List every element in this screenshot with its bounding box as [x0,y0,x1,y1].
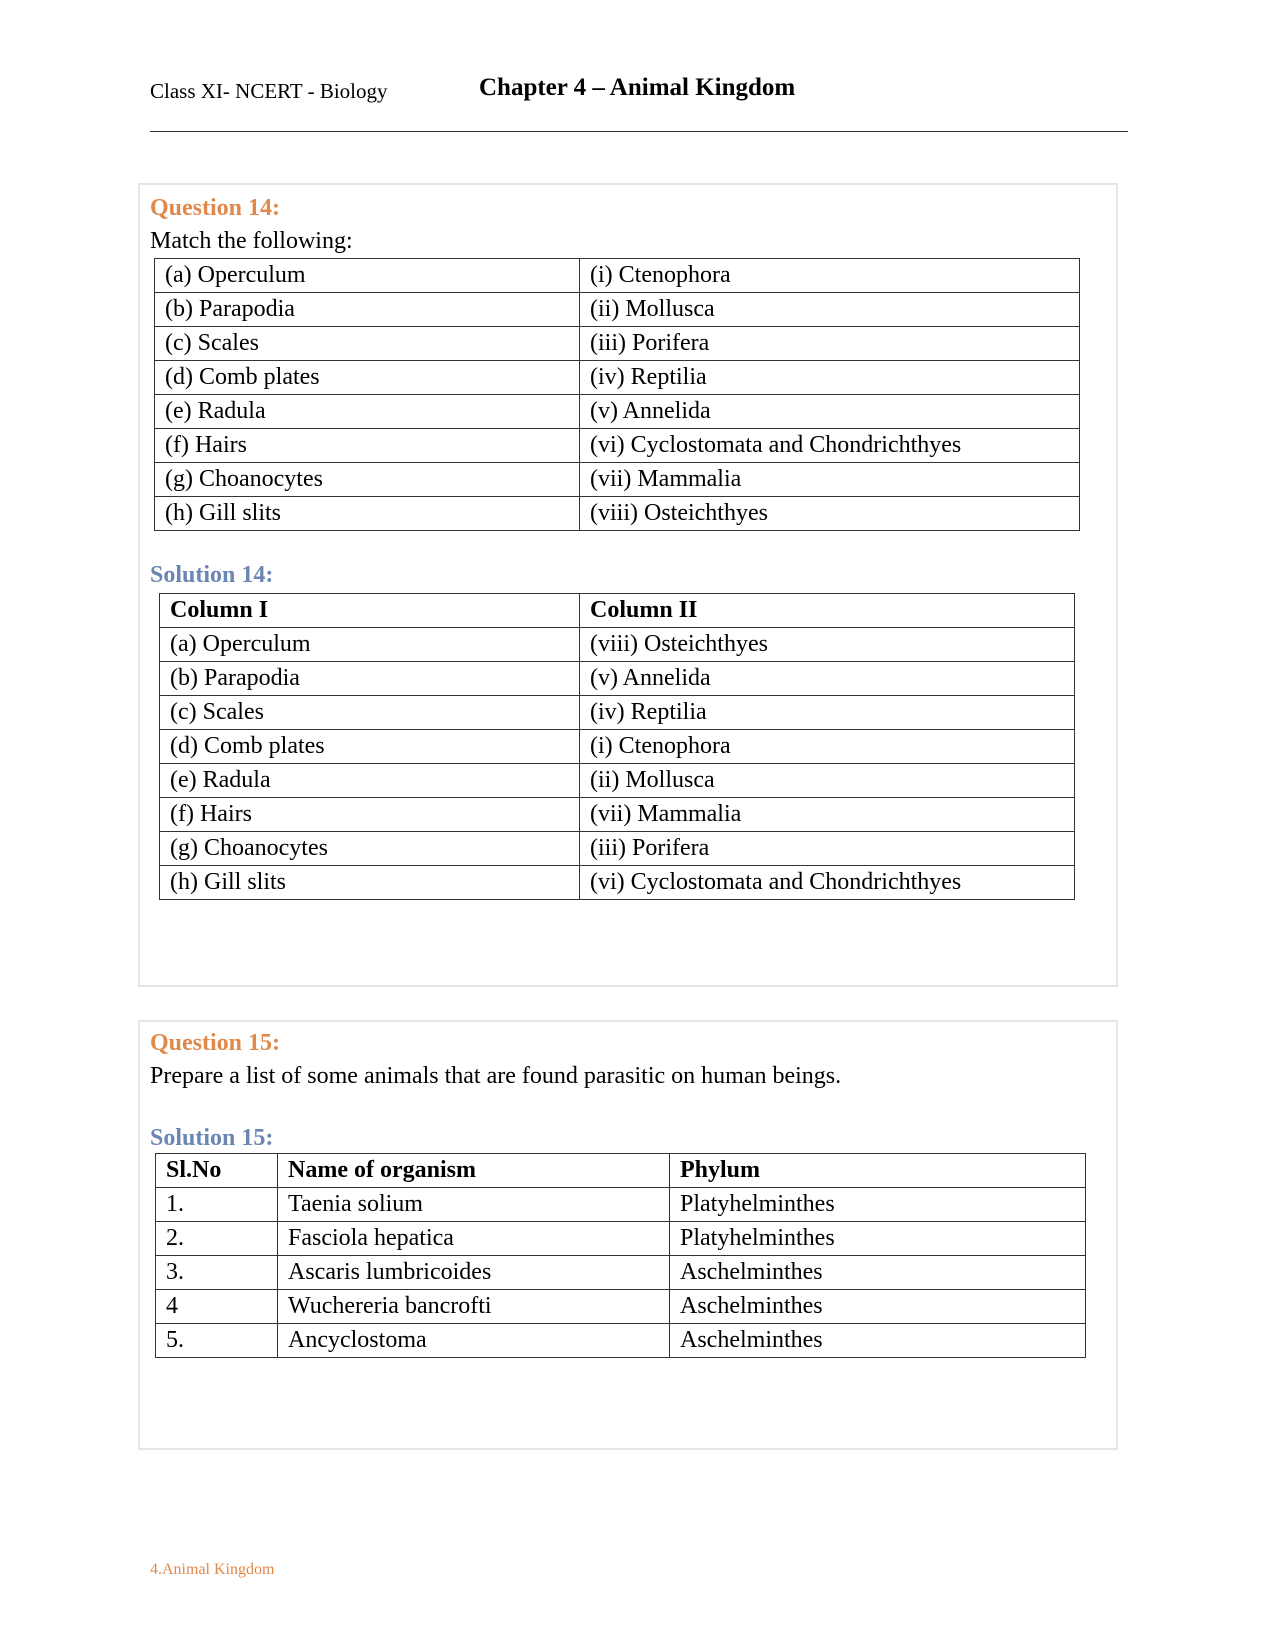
table-row [155,361,1080,395]
table-cell: 5. [156,1324,278,1358]
table-row [155,463,1080,497]
table-cell: 3. [156,1256,278,1290]
table-row [155,395,1080,429]
table-row [155,293,1080,327]
table-cell: (c) Scales [155,327,580,361]
table-row [156,1188,1086,1222]
table-cell: Wuchereria bancrofti [278,1290,670,1324]
table-cell: (ii) Mollusca [580,293,1080,327]
table-cell: (v) Annelida [580,662,1075,696]
table-row [160,696,1075,730]
table-cell: Platyhelminthes [670,1188,1086,1222]
header-course: Class XI- NCERT - Biology [150,79,388,103]
column-header: Column II [580,594,1075,628]
question-15-heading: Question 15: [150,1030,281,1056]
table-cell: (iii) Porifera [580,327,1080,361]
table-cell: (viii) Osteichthyes [580,628,1075,662]
table-cell: (b) Parapodia [160,662,580,696]
table-cell: Taenia solium [278,1188,670,1222]
table-cell: (vii) Mammalia [580,463,1080,497]
table-cell: Aschelminthes [670,1324,1086,1358]
table-cell: Aschelminthes [670,1256,1086,1290]
column-header: Column I [160,594,580,628]
table-row [160,662,1075,696]
solution-14-table [159,593,1075,900]
table-cell: 2. [156,1222,278,1256]
table-cell: (g) Choanocytes [155,463,580,497]
question-14-heading: Question 14: [150,195,281,221]
table-row [155,259,1080,293]
table-cell: Platyhelminthes [670,1222,1086,1256]
table-cell: (a) Operculum [160,628,580,662]
table-cell: (vi) Cyclostomata and Chondrichthyes [580,866,1075,900]
table-cell: (e) Radula [160,764,580,798]
column-header: Name of organism [278,1154,670,1188]
table-row [160,866,1075,900]
table-cell: 1. [156,1188,278,1222]
table-cell: (h) Gill slits [160,866,580,900]
table-cell: (g) Choanocytes [160,832,580,866]
table-cell: (v) Annelida [580,395,1080,429]
table-cell: Fasciola hepatica [278,1222,670,1256]
table-row [155,497,1080,531]
solution-14-heading: Solution 14: [150,562,274,588]
table-cell: (i) Ctenophora [580,259,1080,293]
table-cell: (viii) Osteichthyes [580,497,1080,531]
table-header-row [156,1154,1086,1188]
question-14-table [154,258,1080,531]
table-row [156,1324,1086,1358]
page-title: Chapter 4 – Animal Kingdom [479,74,796,101]
table-row [156,1256,1086,1290]
table-cell: Ancyclostoma [278,1324,670,1358]
table-cell: (f) Hairs [155,429,580,463]
question-15-prompt: Prepare a list of some animals that are found parasitic on human beings. [150,1063,842,1089]
table-row [160,730,1075,764]
solution-15-heading: Solution 15: [150,1125,274,1151]
table-cell: (d) Comb plates [155,361,580,395]
table-cell: (b) Parapodia [155,293,580,327]
table-cell: (vii) Mammalia [580,798,1075,832]
column-header: Sl.No [156,1154,278,1188]
table-row [160,764,1075,798]
question-14-prompt: Match the following: [150,228,353,254]
table-row [156,1222,1086,1256]
table-cell: (a) Operculum [155,259,580,293]
column-header: Phylum [670,1154,1086,1188]
table-row [156,1290,1086,1324]
solution-15-table [155,1153,1086,1358]
table-row [155,429,1080,463]
table-cell: (c) Scales [160,696,580,730]
table-cell: (f) Hairs [160,798,580,832]
table-row [160,628,1075,662]
page-footer: 4.Animal Kingdom [150,1561,275,1578]
table-cell: (iv) Reptilia [580,696,1075,730]
table-cell: (iv) Reptilia [580,361,1080,395]
table-cell: (iii) Porifera [580,832,1075,866]
table-cell: (d) Comb plates [160,730,580,764]
table-row [160,832,1075,866]
table-cell: (e) Radula [155,395,580,429]
header-divider [150,131,1128,132]
table-row [160,798,1075,832]
table-header-row [160,594,1075,628]
table-cell: 4 [156,1290,278,1324]
table-cell: Aschelminthes [670,1290,1086,1324]
table-row [155,327,1080,361]
table-cell: (vi) Cyclostomata and Chondrichthyes [580,429,1080,463]
table-cell: Ascaris lumbricoides [278,1256,670,1290]
table-cell: (h) Gill slits [155,497,580,531]
table-cell: (ii) Mollusca [580,764,1075,798]
table-cell: (i) Ctenophora [580,730,1075,764]
